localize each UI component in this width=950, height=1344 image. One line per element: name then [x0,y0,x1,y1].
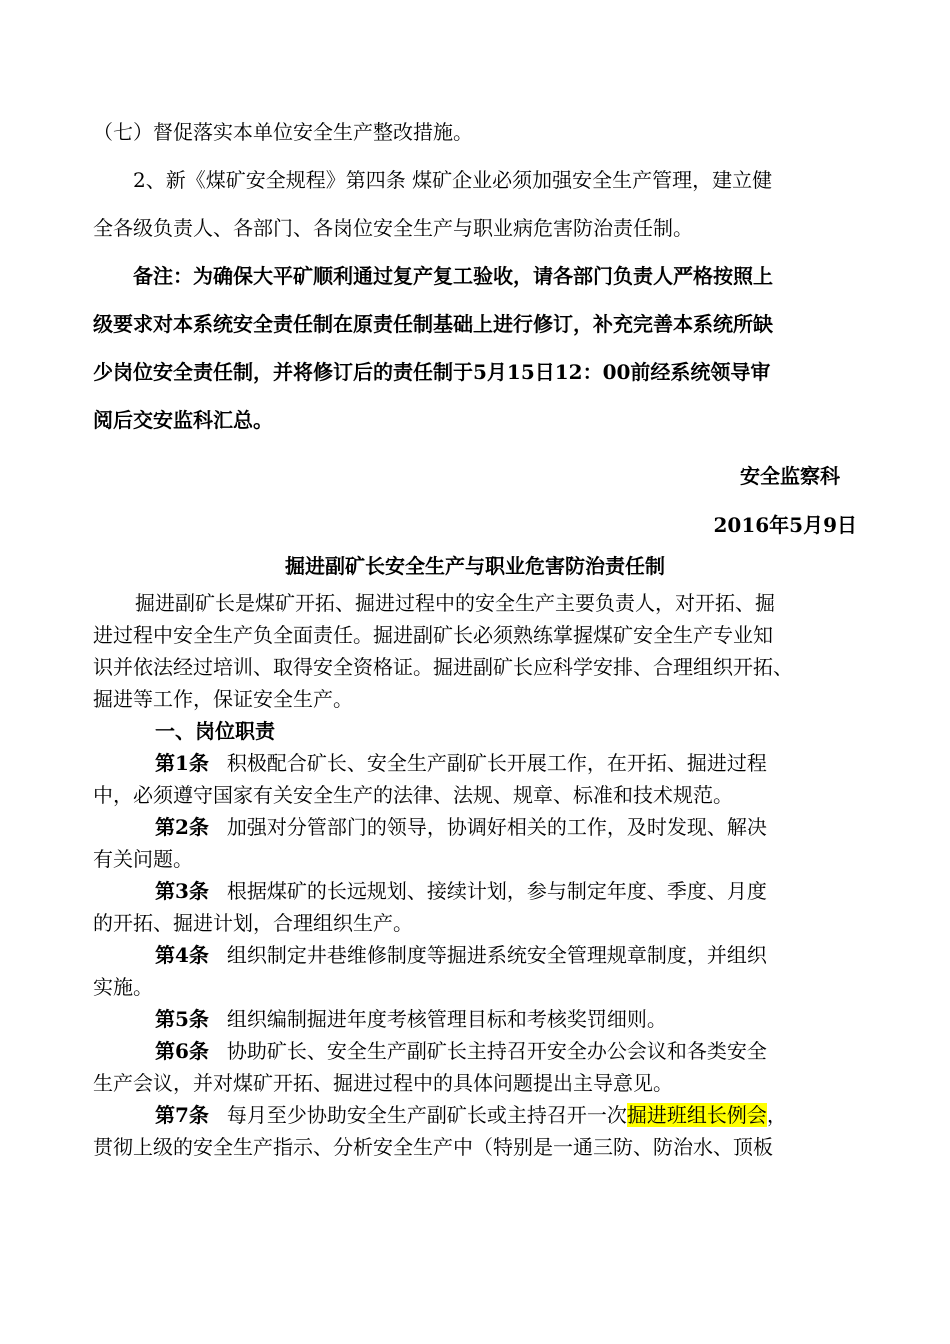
article-3-line-2: 的开拓、掘进计划，合理组织生产。 [93,911,413,935]
article-7-line-1 [93,1099,863,1131]
intro-line-4: 掘进等工作，保证安全生产。 [93,687,353,711]
article-7-line-2: 贯彻上级的安全生产指示、分析安全生产中（特别是一通三防、防治水、顶板 [93,1135,773,1159]
signature-department: 安全监察科 [740,464,840,488]
item-2-line-2: 全各级负责人、各部门、各岗位安全生产与职业病危害防治责任制。 [93,216,693,240]
top-section [93,108,863,444]
item-7: （七）督促落实本单位安全生产整改措施。 [93,120,473,144]
note-line-4: 阅后交安监科汇总。 [93,408,273,432]
article-3-line-1 [93,875,863,907]
article-2-number: 第2条 [155,815,209,839]
section-heading: 一、岗位职责 [155,719,275,743]
article-6-number: 第6条 [155,1039,209,1063]
note-line-1: 备注：为确保大平矿顺利通过复产复工验收，请各部门负责人严格按照上 [133,264,773,288]
note-line-2: 级要求对本系统安全责任制在原责任制基础上进行修订，补充完善本系统所缺 [93,312,773,336]
article-6-line-1 [93,1035,863,1067]
article-3-number: 第3条 [155,879,209,903]
intro-line-1: 掘进副矿长是煤矿开拓、掘进过程中的安全生产主要负责人，对开拓、掘 [135,591,775,615]
note-line-3: 少岗位安全责任制，并将修订后的责任制于5月15日12：00前经系统领导审 [93,360,771,384]
body-section [93,587,863,1163]
article-3-text: 根据煤矿的长远规划、接续计划，参与制定年度、季度、月度 [226,879,767,903]
article-4-number: 第4条 [155,943,209,967]
document-title: 掘进副矿长安全生产与职业危害防治责任制 [285,554,665,578]
intro-line-3: 识并依法经过培训、取得安全资格证。掘进副矿长应科学安排、合理组织开拓、 [93,655,793,679]
article-6-line-2: 生产会议，并对煤矿开拓、掘进过程中的具体问题提出主导意见。 [93,1071,673,1095]
article-6-text: 协助矿长、安全生产副矿长主持召开安全办公会议和各类安全 [226,1039,767,1063]
article-5-line-1 [93,1003,863,1035]
article-4-line-1 [93,939,863,971]
article-7-text: 每月至少协助安全生产副矿长或主持召开一次 [226,1103,627,1127]
intro-line-2: 进过程中安全生产负全面责任。掘进副矿长必须熟练掌握煤矿安全生产专业知 [93,623,773,647]
article-1-line-1 [93,747,863,779]
article-2-line-1 [93,811,863,843]
article-1-line-2: 中，必须遵守国家有关安全生产的法律、法规、规章、标准和技术规范。 [93,783,733,807]
signature-date: 2016年5月9日 [713,513,857,537]
article-7-number: 第7条 [155,1103,209,1127]
item-2-line-1: 2、新《煤矿安全规程》第四条 煤矿企业必须加强安全生产管理，建立健 [133,168,773,192]
article-2-text: 加强对分管部门的领导，协调好相关的工作，及时发现、解决 [226,815,767,839]
article-1-text: 积极配合矿长、安全生产副矿长开展工作，在开拓、掘进过程 [226,751,767,775]
article-5-text: 组织编制掘进年度考核管理目标和考核奖罚细则。 [226,1007,667,1031]
article-7-punct: ， [766,1103,787,1127]
article-4-line-2: 实施。 [93,975,153,999]
article-5-number: 第5条 [155,1007,209,1031]
article-1-number: 第1条 [155,751,209,775]
article-2-line-2: 有关问题。 [93,847,193,871]
article-4-text: 组织制定井巷维修制度等掘进系统安全管理规章制度，并组织 [226,943,767,967]
highlighted-phrase: 掘进班组长例会 [626,1103,767,1127]
